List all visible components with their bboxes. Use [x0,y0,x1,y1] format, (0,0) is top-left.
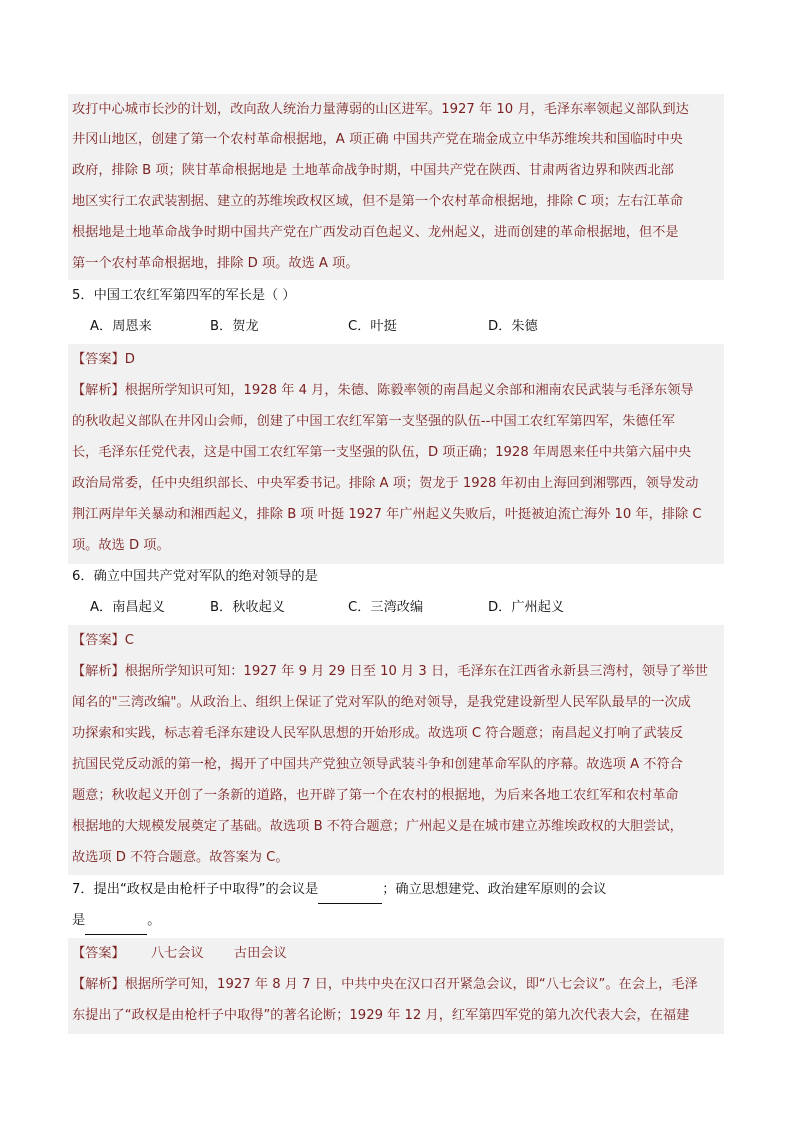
q7-analysis-line: 【解析】根据所学可知，1927 年 8 月 7 日，中共中央在汉口召开紧急会议，即“八七会议”。在会上，毛泽 [72,977,698,992]
q5-analysis-line: 政治局常委，任中央组织部长、中央军委书记。排除 A 项；贺龙于 1928 年初由上海回到湘鄂西，领导发动 [72,476,699,491]
q5-analysis-line: 长，毛泽东任党代表，这是中国工农红军第一支坚强的队伍，D 项正确；1928 年周恩来任中共第六届中央 [72,445,692,460]
q5-option-d: D．朱德 [488,319,538,334]
q6-analysis-line: 闻名的"三湾改编"。从政治上、组织上保证了党对军队的绝对领导，是我党建设新型人民军队最早的一次成 [72,695,691,710]
question-6: 6．确立中国共产党对军队的绝对领导的是 [72,569,318,584]
q5-answer: 【答案】D [72,352,135,367]
q7-answer-1: 八七会议 [150,946,204,961]
q7-answer [72,940,724,968]
q5-analysis-line: 的秋收起义部队在井冈山会师，创建了中国工农红军第一支坚强的队伍--中国工农红军第四军，朱德任军 [72,414,675,429]
q7-analysis-line: 东提出了“政权是由枪杆子中取得”的著名论断；1929 年 12 月，红军第四军党的第九次代表大会，在福建 [72,1008,690,1023]
q5-option-a: A．周恩来 [90,319,152,334]
q5-analysis-line: 【解析】根据所学知识可知，1928 年 4 月，朱德、陈毅率领的南昌起义余部和湘南农民武装与毛泽东领导 [72,383,694,398]
q6-answer: 【答案】C [72,633,134,648]
q5-option-b: B．贺龙 [210,319,259,334]
q7-line2-suffix: 。 [147,913,161,928]
q6-analysis-line: 【解析】根据所学知识可知：1927 年 9 月 29 日至 10 月 3 日，毛泽东在江西省永新县三湾村，领导了举世 [72,664,708,679]
q7-text-part1: 7．提出“政权是由枪杆子中取得”的会议是 [72,882,319,897]
explanation-line: 地区实行工农武装割据、建立的苏维埃政权区域，但不是第一个农村革命根据地，排除 C 项；左右江革命 [72,194,684,209]
q6-analysis-line: 抗国民党反动派的第一枪，揭开了中国共产党独立领导武装斗争和创建革命军队的序幕。故选项 A 不符合 [72,757,683,772]
q7-answer-label: 【答案】 [72,946,125,961]
q6-option-b: B．秋收起义 [210,600,285,615]
question-7-line2 [72,907,724,935]
q7-blank-2 [85,916,147,935]
explanation-line: 井冈山地区，创建了第一个农村革命根据地，A 项正确 中国共产党在瑞金成立中华苏维埃共和国临时中央 [72,132,683,147]
question-7 [72,876,724,904]
explanation-line: 攻打中心城市长沙的计划，改向敌人统治力量薄弱的山区进军。1927 年 10 月，毛泽东率领起义部队到达 [72,102,689,117]
q5-analysis-line: 荆江两岸年关暴动和湘西起义，排除 B 项 叶挺 1927 年广州起义失败后，叶挺被迫流亡海外 10 年，排除 C [72,507,702,522]
q6-option-c: C．三湾改编 [348,600,424,615]
q6-analysis-line: 故选项 D 不符合题意。故答案为 C。 [72,850,289,865]
q5-analysis-line: 项。故选 D 项。 [72,538,170,553]
q6-option-d: D．广州起义 [488,600,565,615]
q7-text-part2: ；确立思想建党、政治建军原则的会议 [382,882,607,897]
q6-analysis-line: 题意；秋收起义开创了一条新的道路，也开辟了第一个在农村的根据地，为后来各地工农红军和农村革命 [72,788,679,803]
q6-option-a: A．南昌起义 [90,600,165,615]
q7-answer-2: 古田会议 [233,946,287,961]
q5-option-c: C．叶挺 [348,319,397,334]
q6-analysis-line: 根据地的大规模发展奠定了基础。故选项 B 不符合题意；广州起义是在城市建立苏维埃政权的大胆尝试， [72,819,683,834]
question-5: 5．中国工农红军第四军的军长是（ ） [72,288,296,303]
q7-line2-prefix: 是 [72,913,86,928]
q7-blank-1 [318,885,382,904]
explanation-line: 第一个农村革命根据地，排除 D 项。故选 A 项。 [72,256,359,271]
explanation-line: 政府，排除 B 项；陕甘革命根据地是 土地革命战争时期，中国共产党在陕西、甘肃两省边界和陕西北部 [72,163,674,178]
explanation-line: 根据地是土地革命战争时期中国共产党在广西发动百色起义、龙州起义，进而创建的革命根据地，但不是 [72,225,679,240]
q6-analysis-line: 功探索和实践，标志着毛泽东建设人民军队思想的开始形成。故选项 C 符合题意；南昌起义打响了武装反 [72,726,684,741]
